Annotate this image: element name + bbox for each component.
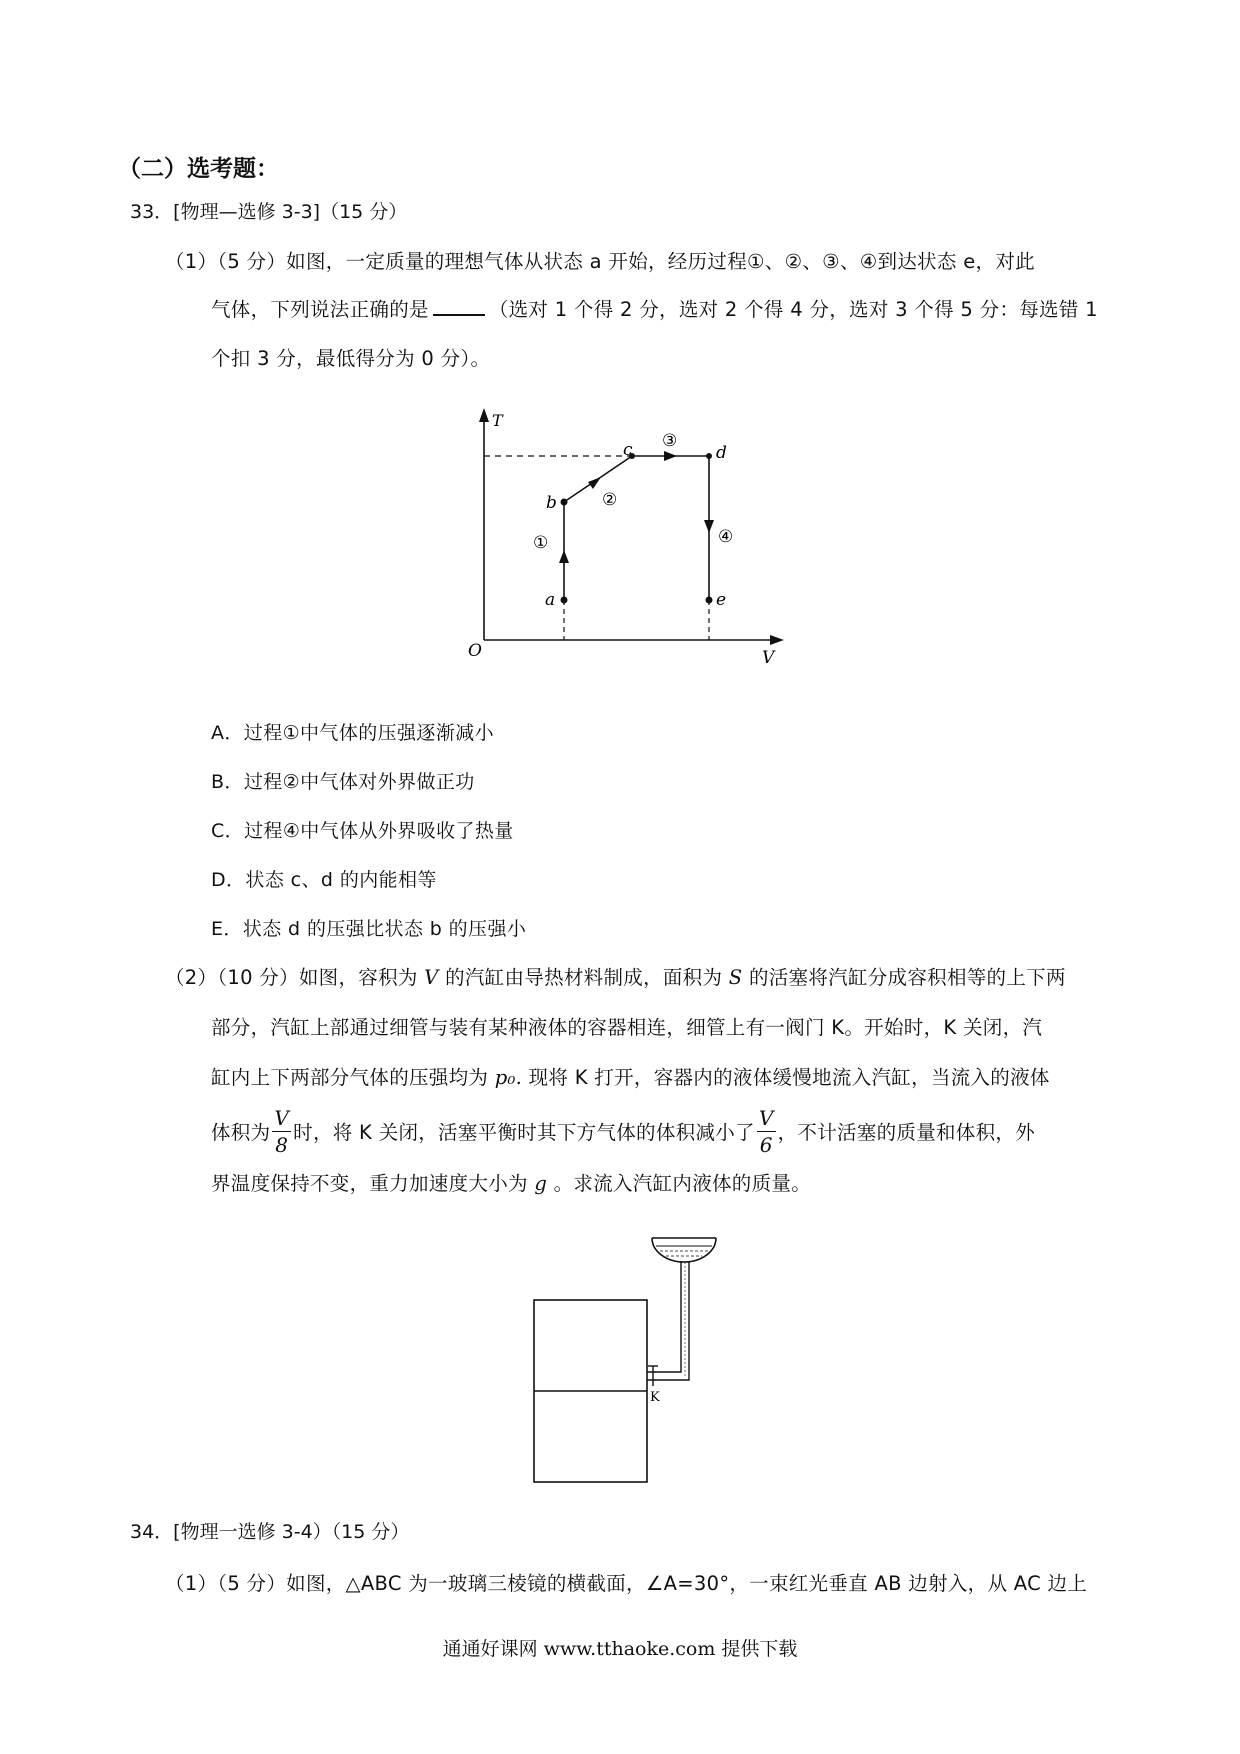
q33-part2-line4 — [211, 1100, 1035, 1162]
label-a: a — [545, 590, 556, 610]
p2-l3-a: 缸内上下两部分气体的压强均为 — [211, 1066, 489, 1089]
q33-part1-line3: 个扣 3 分，最低得分为 0 分）。 — [211, 347, 491, 370]
q33-part2-line1 — [165, 962, 1066, 990]
point-d — [706, 453, 712, 459]
fraction-v-over-8 — [272, 1105, 291, 1157]
q33-part2-line2: 部分，汽缸上部通过细管与装有某种液体的容器相连，细管上有一阀门 K。开始时，K 关闭，汽 — [211, 1016, 1043, 1039]
p2-l1-b: 的汽缸由导热材料制成，面积为 — [445, 966, 723, 989]
frac2-denominator: 6 — [759, 1132, 773, 1157]
t-axis-label: T — [492, 411, 503, 430]
t-v-graph — [460, 405, 800, 675]
label-e: e — [716, 590, 727, 610]
label-c: c — [623, 440, 633, 460]
p2-area-symbol: S — [728, 966, 743, 989]
frac1-numerator: V — [274, 1105, 290, 1130]
p2-gravity-symbol: g — [534, 1172, 548, 1195]
option-e: E．状态 d 的压强比状态 b 的压强小 — [211, 918, 527, 940]
p2-l5-a: 界温度保持不变，重力加速度大小为 — [211, 1172, 528, 1195]
label-d: d — [716, 443, 727, 463]
question-33-header: 33．[物理—选修 3-3]（15 分） — [130, 201, 408, 223]
valve-label: K — [650, 1390, 660, 1405]
option-a: A．过程①中气体的压强逐渐减小 — [211, 722, 495, 744]
process-3-arrow — [664, 451, 677, 461]
frac2-numerator: V — [758, 1105, 774, 1130]
cylinder-apparatus-diagram — [520, 1225, 740, 1485]
point-e — [706, 597, 713, 604]
p2-l4-a: 体积为 — [211, 1121, 271, 1144]
frac1-denominator: 8 — [275, 1132, 289, 1157]
process-1-arrow — [559, 550, 569, 563]
point-a — [561, 597, 568, 604]
process-4-arrow — [704, 520, 714, 533]
label-b: b — [546, 493, 557, 513]
p2-l1-a: （2）（10 分）如图，容积为 — [165, 966, 418, 989]
option-c: C．过程④中气体从外界吸收了热量 — [211, 820, 514, 842]
process-3-label: ③ — [662, 431, 678, 451]
q33-part2-line5 — [211, 1168, 811, 1196]
option-d: D．状态 c、d 的内能相等 — [211, 869, 437, 891]
p2-l4-c: ，不计活塞的质量和体积，外 — [777, 1121, 1035, 1144]
process-2-label: ② — [602, 490, 618, 510]
tube-inner-wall — [647, 1261, 681, 1372]
q34-part1-line1: （1）（5 分）如图，△ABC 为一玻璃三棱镜的横截面，∠A=30°，一束红光垂直 AB 边射入，从 AC 边上 — [165, 1572, 1088, 1595]
question-34-header: 34．[物理一选修 3-4）（15 分） — [130, 1521, 410, 1543]
answer-blank — [433, 313, 485, 316]
p2-l1-c: 的活塞将汽缸分成容积相等的上下两 — [748, 966, 1066, 989]
t-axis-arrow — [479, 408, 489, 422]
q33-part1-line1: （1）（5 分）如图，一定质量的理想气体从状态 a 开始，经历过程①、②、③、④到达状态 e，对此 — [165, 250, 1035, 273]
q33-part1-line2-pre: 气体，下列说法正确的是 — [211, 298, 429, 321]
q33-part2-line3 — [211, 1062, 1050, 1090]
p2-l3-b: 现将 K 打开，容器内的液体缓慢地流入汽缸，当流入的液体 — [528, 1066, 1050, 1089]
section-title: （二）选考题： — [118, 155, 279, 182]
option-b: B．过程②中气体对外界做正功 — [211, 771, 475, 793]
page-footer: 通通好课网 www.tthaoke.com 提供下载 — [442, 1638, 798, 1660]
p2-volume-symbol: V — [424, 966, 439, 989]
fraction-v-over-6 — [757, 1105, 776, 1157]
q33-part1-line2-post: （选对 1 个得 2 分，选对 2 个得 4 分，选对 3 个得 5 分：每选错 1 — [488, 298, 1098, 321]
v-axis-label: V — [762, 648, 775, 668]
process-2-arrow — [588, 477, 601, 489]
point-b — [561, 499, 568, 506]
p2-pressure-symbol: p₀. — [494, 1066, 523, 1089]
v-axis-arrow — [770, 635, 784, 645]
process-4-label: ④ — [718, 527, 734, 547]
p2-l4-b: 时，将 K 关闭，活塞平衡时其下方气体的体积减小了 — [293, 1121, 755, 1144]
q33-part1-line2 — [211, 294, 1098, 322]
process-1-label: ① — [533, 533, 549, 553]
p2-l5-b: 。求流入汽缸内液体的质量。 — [553, 1172, 812, 1195]
liquid-container — [652, 1238, 716, 1262]
tube-outer-wall — [647, 1261, 689, 1380]
origin-label: O — [468, 641, 482, 661]
